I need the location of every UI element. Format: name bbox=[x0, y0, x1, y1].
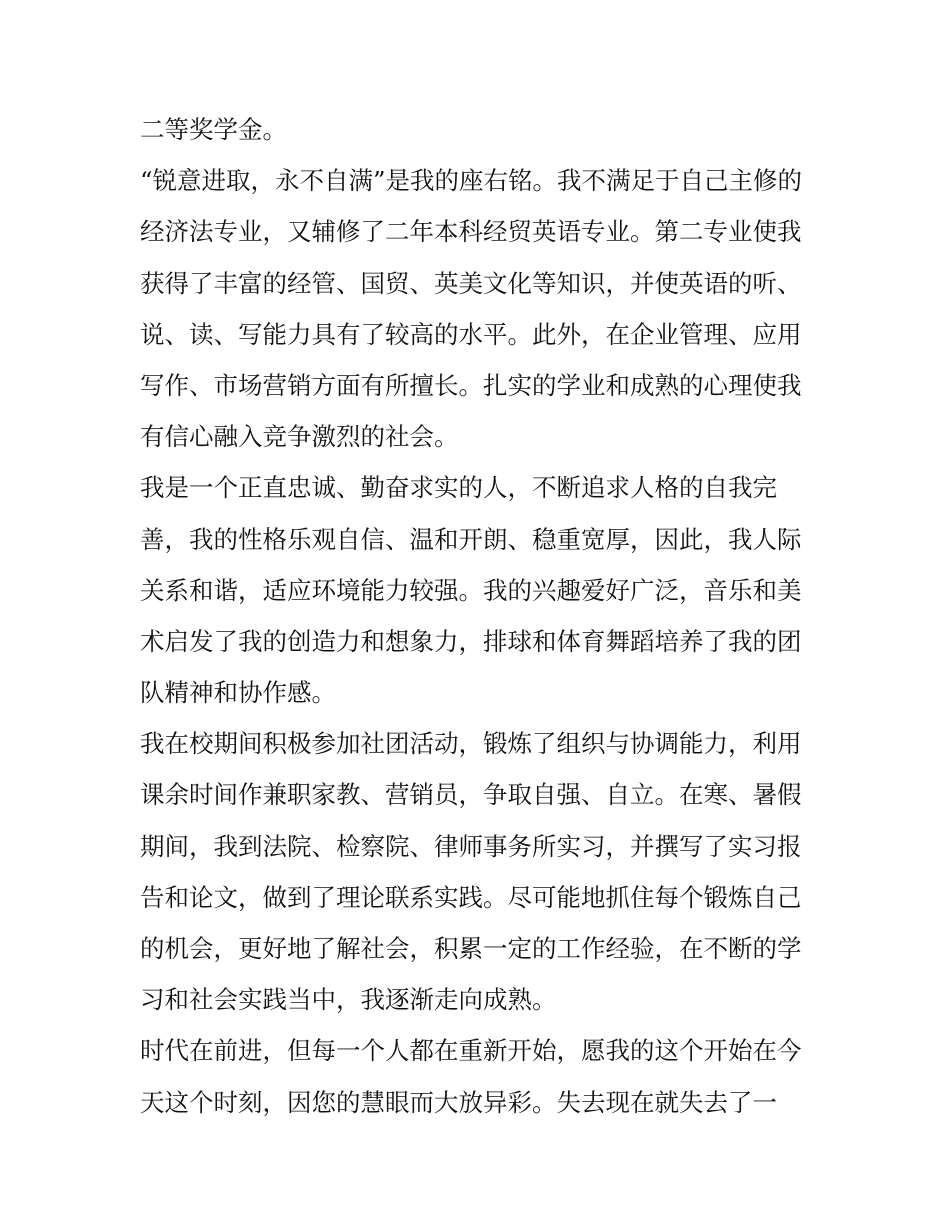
text-line-14: 课余时间作兼职家教、营销员，争取自强、自立。在寒、暑假 bbox=[140, 780, 802, 810]
text-line-1: 二等奖学金。 bbox=[140, 115, 287, 144]
text-line-8: 我是一个正直忠诚、勤奋求实的人，不断追求人格的自我完 bbox=[140, 473, 777, 503]
text-line-2: “锐意进取，永不自满”是我的座右铭。我不满足于自己主修的 bbox=[140, 166, 803, 196]
text-line-5: 说、读、写能力具有了较高的水平。此外，在企业管理、应用 bbox=[140, 319, 802, 349]
text-line-3: 经济法专业，又辅修了二年本科经贸英语专业。第二专业使我 bbox=[140, 217, 802, 247]
text-line-15: 期间，我到法院、检察院、律师事务所实习，并撰写了实习报 bbox=[140, 831, 802, 861]
text-line-18: 习和社会实践当中，我逐渐走向成熟。 bbox=[140, 985, 557, 1015]
text-line-9: 善，我的性格乐观自信、温和开朗、稳重宽厚，因此，我人际 bbox=[140, 524, 802, 554]
text-line-7: 有信心融入竞争激烈的社会。 bbox=[140, 422, 459, 452]
text-line-12: 队精神和协作感。 bbox=[140, 678, 336, 708]
text-line-13: 我在校期间积极参加社团活动，锻炼了组织与协调能力，利用 bbox=[140, 729, 802, 759]
text-line-17: 的机会，更好地了解社会，积累一定的工作经验，在不断的学 bbox=[140, 934, 802, 963]
text-line-6: 写作、市场营销方面有所擅长。扎实的学业和成熟的心理使我 bbox=[140, 370, 802, 400]
text-line-4: 获得了丰富的经管、国贸、英美文化等知识，并使英语的听、 bbox=[140, 268, 802, 298]
text-line-10: 关系和谐，适应环境能力较强。我的兴趣爱好广泛，音乐和美 bbox=[140, 575, 802, 605]
text-line-19: 时代在前进，但每一个人都在重新开始，愿我的这个开始在今 bbox=[140, 1036, 802, 1066]
text-line-20: 天这个时刻，因您的慧眼而大放异彩。失去现在就失去了一 bbox=[140, 1087, 777, 1117]
text-line-11: 术启发了我的创造力和想象力，排球和体育舞蹈培养了我的团 bbox=[140, 626, 802, 656]
document-body-text bbox=[140, 104, 820, 1128]
text-line-16: 告和论文，做到了理论联系实践。尽可能地抓住每个锻炼自己 bbox=[140, 882, 802, 912]
